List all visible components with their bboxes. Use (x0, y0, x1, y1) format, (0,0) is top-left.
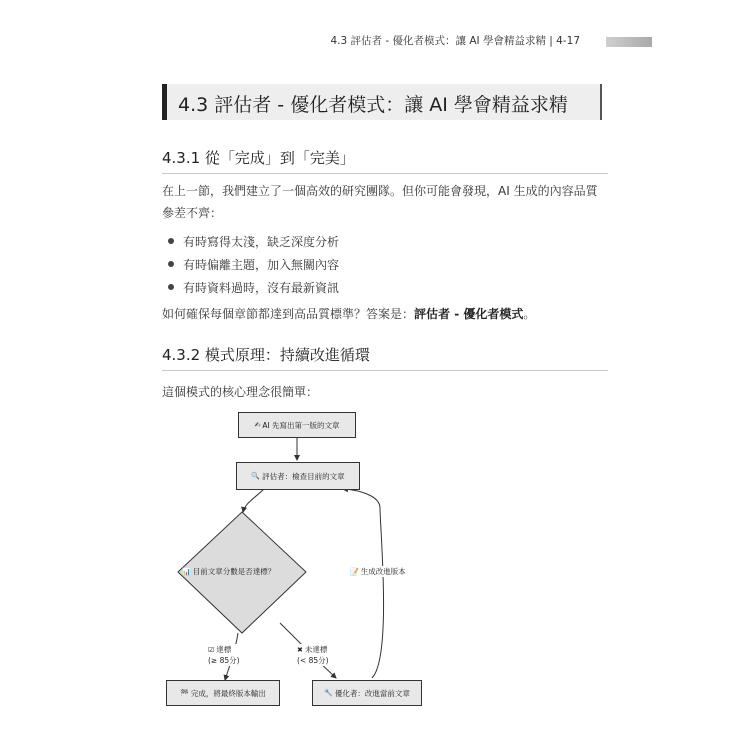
running-header-text: 4.3 評估者 - 優化者模式：讓 AI 學會精益求精 | 4-17 (330, 35, 580, 47)
arrow-loop-to-evaluator (343, 489, 384, 678)
section-title: 4.3 評估者 - 優化者模式：讓 AI 學會精益求精 (178, 94, 568, 116)
bullet-item: 有時偏離主題，加入無關內容 (168, 256, 339, 273)
node-done: 🏁 完成，將最終版本輸出 (166, 680, 280, 706)
wrench-icon: 🔧 (324, 689, 333, 697)
running-header (300, 33, 580, 51)
answer-emphasis: 評估者 - 優化者模式 (414, 307, 524, 321)
cross-icon: ✖ (297, 646, 303, 654)
section-heading (162, 84, 602, 120)
intro-paragraph: 在上一節，我們建立了一個高效的研究團隊。但你可能會發現，AI 生成的內容品質參差不齊： (162, 184, 598, 220)
chart-icon: 📊 (182, 568, 191, 576)
heading-left-bar (162, 84, 167, 120)
heading-right-bar (600, 84, 602, 120)
flag-icon: 🏁 (180, 689, 189, 697)
pass-label: ☑ 達標 (≥ 85分) (208, 645, 240, 665)
magnifier-icon: 🔍 (251, 472, 261, 480)
flowchart (160, 408, 460, 708)
bullet-item: 有時資料過時，沒有最新資訊 (168, 279, 339, 296)
header-decoration-bar (606, 37, 652, 47)
bullet-dot (168, 284, 174, 290)
document-icon: 📝 (350, 568, 359, 576)
node-evaluator: 🔍 評估者：檢查目前的文章 (236, 462, 360, 490)
subsection-title-1: 4.3.1 從「完成」到「完美」 (162, 147, 608, 174)
check-icon: ☑ (208, 646, 215, 654)
node-start: ✍ AI 先寫出第一版的文章 (238, 412, 356, 438)
node-optimizer: 🔧 優化者：改進當前文章 (312, 680, 422, 706)
loop-label: 📝 生成改進版本 (350, 567, 406, 576)
pencil-icon: ✍ (254, 421, 261, 429)
arrow-evaluator-to-decision (243, 488, 265, 512)
question-paragraph: 如何確保每個章節都達到高品質標準？答案是：評估者 - 優化者模式。 (162, 307, 536, 321)
bullet-dot (168, 238, 174, 244)
subsection-title-2: 4.3.2 模式原理：持續改進循環 (162, 344, 608, 371)
bullet-item: 有時寫得太淺，缺乏深度分析 (168, 233, 339, 250)
node-decision-label: 📊 目前文章分數是否達標？ (182, 567, 276, 576)
bullet-dot (168, 261, 174, 267)
fail-label: ✖ 未達標 (< 85分) (297, 645, 329, 665)
principle-intro: 這個模式的核心理念很簡單： (162, 385, 319, 399)
